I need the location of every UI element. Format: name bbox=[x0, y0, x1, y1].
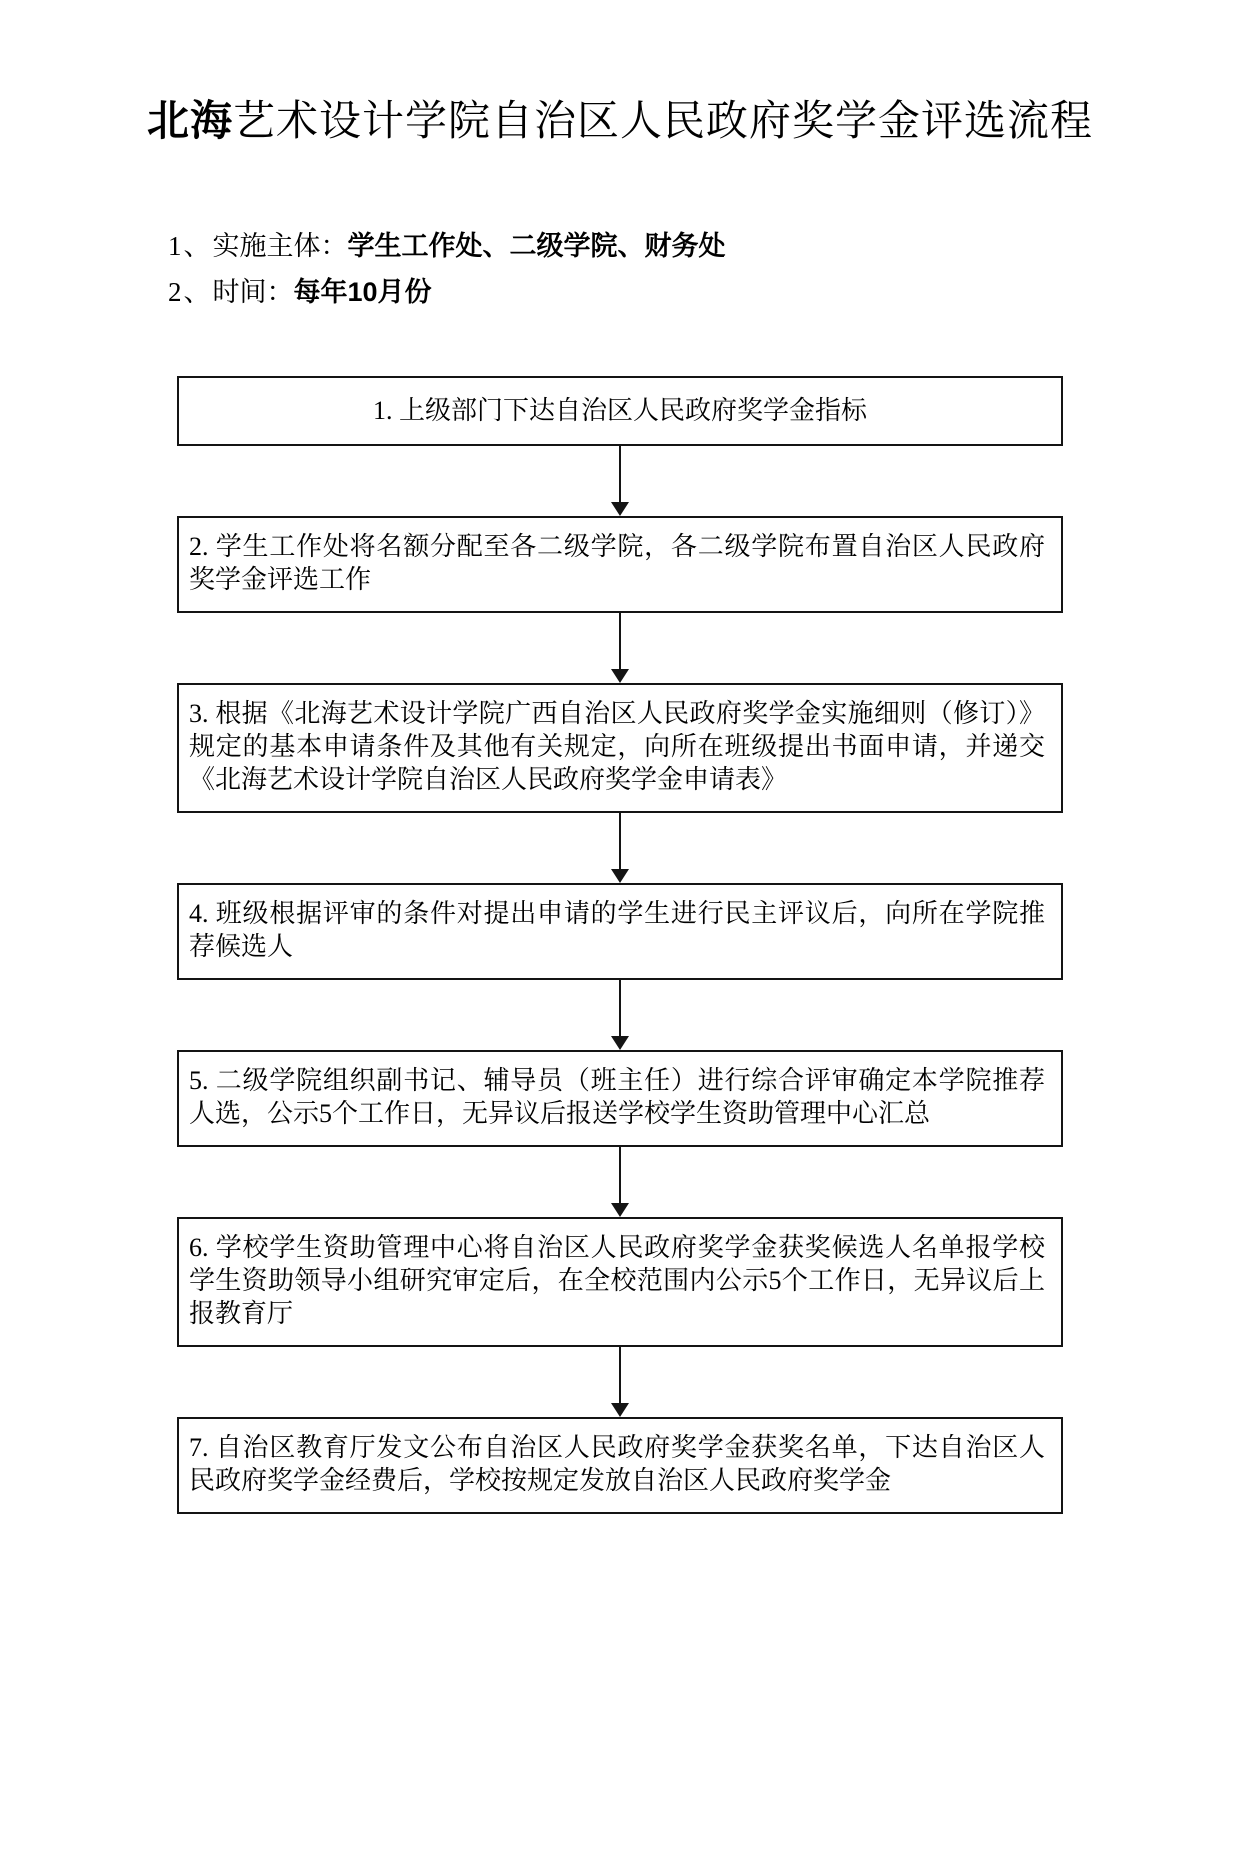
arrow-shaft bbox=[619, 446, 621, 502]
arrow-head-icon bbox=[611, 869, 629, 883]
flow-step-text: 7. 自治区教育厅发文公布自治区人民政府奖学金获奖名单，下达自治区人民政府奖学金经费后，学校按规定发放自治区人民政府奖学金 bbox=[189, 1432, 1045, 1495]
flow-step-6 bbox=[177, 1217, 1063, 1347]
arrow-head-icon bbox=[611, 502, 629, 516]
item-label: 实施主体： bbox=[212, 230, 348, 261]
intro-list bbox=[168, 230, 1240, 308]
flow-step-1 bbox=[177, 376, 1063, 446]
flow-step-text: 3. 根据《北海艺术设计学院广西自治区人民政府奖学金实施细则（修订）》规定的基本申请条件及其他有关规定，向所在班级提出书面申请，并递交《北海艺术设计学院自治区人民政府奖学金申请表》 bbox=[189, 698, 1045, 794]
flow-step-7 bbox=[177, 1417, 1063, 1514]
flow-arrow-4 bbox=[611, 980, 629, 1050]
title-bold-prefix: 北海 bbox=[146, 97, 233, 144]
intro-item-1 bbox=[168, 230, 1240, 262]
item-value: 学生工作处、二级学院、财务处 bbox=[347, 230, 726, 261]
flow-step-3 bbox=[177, 683, 1063, 813]
arrow-head-icon bbox=[611, 1403, 629, 1417]
item-value: 每年10月份 bbox=[293, 276, 432, 307]
arrow-head-icon bbox=[611, 1036, 629, 1050]
arrow-shaft bbox=[619, 613, 621, 669]
page-title bbox=[0, 95, 1240, 148]
flow-step-4 bbox=[177, 883, 1063, 980]
intro-item-2 bbox=[168, 276, 1240, 308]
flow-arrow-5 bbox=[611, 1147, 629, 1217]
flow-step-text: 4. 班级根据评审的条件对提出申请的学生进行民主评议后，向所在学院推荐候选人 bbox=[189, 898, 1045, 961]
flow-step-text: 6. 学校学生资助管理中心将自治区人民政府奖学金获奖候选人名单报学校学生资助领导小组研究审定后，在全校范围内公示5个工作日，无异议后上报教育厅 bbox=[189, 1232, 1045, 1328]
flow-arrow-1 bbox=[611, 446, 629, 516]
arrow-head-icon bbox=[611, 1203, 629, 1217]
arrow-head-icon bbox=[611, 669, 629, 683]
flow-step-text: 2. 学生工作处将名额分配至各二级学院，各二级学院布置自治区人民政府奖学金评选工作 bbox=[189, 531, 1045, 594]
title-text: 艺术设计学院自治区人民政府奖学金评选流程 bbox=[233, 97, 1094, 144]
arrow-shaft bbox=[619, 813, 621, 869]
arrow-shaft bbox=[619, 1147, 621, 1203]
flow-step-text: 1. 上级部门下达自治区人民政府奖学金指标 bbox=[372, 396, 867, 425]
item-number: 2、 bbox=[168, 276, 213, 307]
arrow-shaft bbox=[619, 1347, 621, 1403]
flow-step-2 bbox=[177, 516, 1063, 613]
document-page bbox=[0, 95, 1240, 1849]
flow-arrow-6 bbox=[611, 1347, 629, 1417]
flow-arrow-3 bbox=[611, 813, 629, 883]
arrow-shaft bbox=[619, 980, 621, 1036]
flow-step-text: 5. 二级学院组织副书记、辅导员（班主任）进行综合评审确定本学院推荐人选，公示5个工作日，无异议后报送学校学生资助管理中心汇总 bbox=[189, 1065, 1045, 1128]
flow-step-5 bbox=[177, 1050, 1063, 1147]
flowchart bbox=[177, 376, 1063, 1514]
item-label: 时间： bbox=[212, 276, 294, 307]
item-number: 1、 bbox=[168, 230, 213, 261]
flow-arrow-2 bbox=[611, 613, 629, 683]
